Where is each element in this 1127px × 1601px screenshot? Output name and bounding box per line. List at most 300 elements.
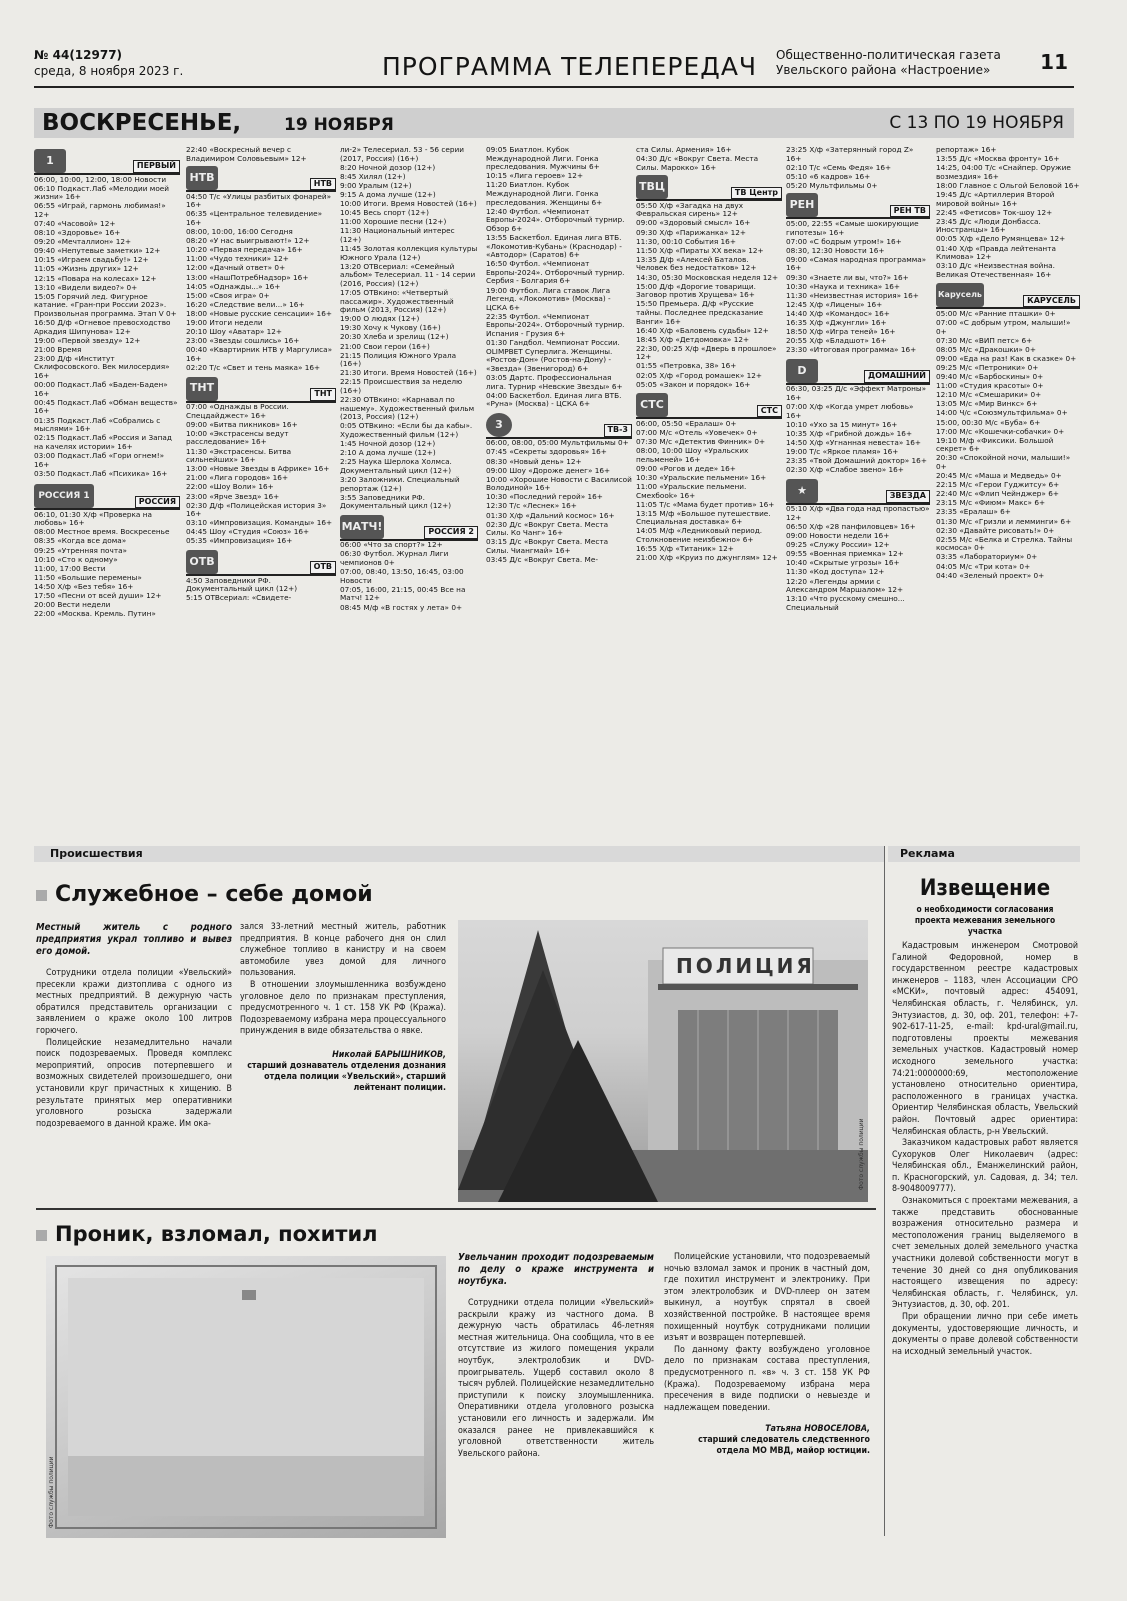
police-building-photo: [458, 920, 868, 1202]
channel-name: ЗВЕЗДА: [886, 490, 930, 503]
program-item: 21:30 Итоги. Время Новостей (16+): [340, 368, 477, 378]
program-item: 0:05 ОТВкино: «Если бы да кабы». Художественный фильм (12+): [340, 421, 473, 439]
article-1-paragraph: Сотрудники отдела полиции «Увельский» пресекли кражи дизтоплива с одного из местных предприятий. В дежурную часть обратился представитель организации с заявлением о краже около 100 литров горючего.: [36, 968, 232, 1036]
article-2-paragraph: Полицейские установили, что подозреваемый ночью взломал замок и проник в частный дом, где похитил инструмент и электронику. При этом электролобзик и DVD-плеер он затем выкинул, а ноутбук спрятал в своей хозяйственной постройке. В настоящее время похищенный ноутбук сотрудниками полиции изъят и возвращен потерпевшей.: [664, 1252, 870, 1344]
program-item: 15:00, 00:30 М/с «Буба» 6+: [936, 417, 1041, 427]
program-item: 03:50 Подкаст.Лаб «Психика» 16+: [34, 468, 168, 478]
channel-name: РЕН ТВ: [890, 205, 930, 218]
notice-paragraph: Кадастровым инженером Смотровой Галиной Федоровной, номер в государственном реестре кадастровых инженеров – 1183, член Ассоциации СРО «МСКИ», почтовый адрес: 454091, Челябинская область, г. Челябинск, ул. Энтузиастов, д. 30, оф. 201, телефон: +7-902-617-11-25, e-mail: kpd-ural@mail.ru, подготовлены проекты межевания земельных участков. Кадастровый номер исходного земельного участка: 74:21:0000000:69, местоположение установлено относительно ориентира, расположенного в границах участка. Ориентир Челябинская область, Увельский район. Почтовый адрес ориентира: Челябинская область, р-н Увельский.: [892, 941, 1078, 1137]
program-item: 16:20 «Следствие вели...» 16+: [186, 299, 305, 309]
program-item: 22:40 «Воскресный вечер с Владимиром Соловьевым» 12+: [186, 146, 307, 163]
program-item: 04:50 Т/с «Улицы разбитых фонарей» 16+: [186, 191, 332, 210]
domashniy-logo: D: [786, 359, 818, 383]
program-item: 21:00 «Лига городов» 16+: [186, 473, 289, 483]
program-item: 09:00 «Самая народная программа» 16+: [786, 254, 927, 273]
program-item: 09:00 «Еда на раз! Как в сказке» 0+: [936, 353, 1077, 363]
program-item: 09:25 «Утренняя почта»: [34, 545, 128, 555]
program-item: 02:30 «Давайте рисовать!» 0+: [936, 525, 1055, 535]
program-item: 11:20 Биатлон. Кубок Международной Лиги. Гонка преследования. Женщины 6+: [486, 180, 603, 207]
newspaper-name: [776, 48, 1001, 78]
karusel-logo: Карусель: [936, 283, 984, 307]
rossiya-logo: РОССИЯ 1: [34, 484, 94, 508]
sts-logo: СТС: [636, 393, 668, 417]
channel-name: НТВ: [310, 178, 336, 191]
program-list-match-cont: [486, 146, 632, 409]
program-item: 08:00 Местное время. Воскресенье: [34, 527, 170, 537]
program-item: 02:30 Д/ф «Полицейская история 3» 16+: [186, 500, 327, 519]
program-item: 20:10 Шоу «Аватар» 12+: [186, 327, 283, 337]
program-item: 07:00 «Однажды в России. Спецдайджест» 16+: [186, 402, 289, 420]
program-item: 10:10 «Сто к одному»: [34, 554, 118, 564]
laptop-photo: [46, 1256, 446, 1538]
laptop-illustration: [46, 1256, 446, 1538]
program-item: 07:00 Х/ф «Когда умрет любовь» 16+: [786, 402, 914, 420]
program-list-karusel: [936, 310, 1080, 580]
program-item: 09:00 «Рогов и деде» 16+: [636, 463, 736, 473]
program-item: 22:15 Происшествия за неделю (16+): [340, 377, 463, 396]
article-2-title: Проник, взломал, похитил: [36, 1222, 378, 1246]
article-2-lead: Увельчанин проходит подозреваемым по делу о краже инструмента и ноутбука.: [458, 1252, 654, 1287]
program-item: 00:05 Х/ф «Дело Румянцева» 12+: [936, 234, 1066, 244]
article-2-signature: [664, 1424, 870, 1457]
program-item: 07:00 М/с «Отель «Уовечек» 0+: [636, 427, 758, 437]
notice-paragraph: Ознакомиться с проектами межевания, а также представить обоснованные возражения относительно размера и местоположения границ выделяемого в счет земельных долей земельного участка участники долевой собственности могут в течение 30 дней со дня опубликования настоящего извещения по адресу: Челябинская область, г. Челябинск, ул. Энтузиастов, д. 30, оф. 201.: [892, 1196, 1078, 1311]
day-name: ВОСКРЕСЕНЬЕ,: [42, 110, 242, 136]
program-item: 16:40 Х/ф «Баловень судьбы» 12+: [636, 325, 769, 335]
article-1-lead: Местный житель с родного предприятия украл топливо и вывез его домой.: [36, 922, 232, 957]
program-item: 10:20 «Первая передача» 16+: [186, 245, 303, 255]
program-item: 10:30 «Последний герой» 16+: [486, 492, 603, 502]
program-item: 08:30, 12:30 Новости 16+: [786, 245, 885, 255]
program-list-ren-prev: [786, 146, 930, 190]
channel-header-otv: [186, 550, 336, 576]
article-1-signature: [240, 1050, 446, 1094]
program-list-ntv-prev: [186, 146, 336, 163]
article-2-paragraph: Сотрудники отдела полиции «Увельский» раскрыли кражу из частного дома. В дежурную часть обратилась 46-летняя местная жительница. Она сообщила, что в ее отсутствие из жилого помещения украли ноутбук, электролобзик и DVD-проигрыватель. Ущерб составил около 8 тысяч рублей. Полицейские незамедлительно приступили к поиску злоумышленника. Оперативники отдела уголовного розыска установили его личность и задержали. Им оказался ранее не привлекавшийся к уголовной ответственности житель Увельского района.: [458, 1298, 654, 1459]
program-item: 9:15 А дома лучше (12+): [340, 189, 436, 199]
program-item: 11:00 Хорошие песни (12+): [340, 217, 447, 227]
program-item: 12:30 Т/с «Леснек» 16+: [486, 501, 577, 511]
channel-header-match: [340, 515, 478, 541]
program-item: 18:45 Х/ф «Детдомовка» 12+: [636, 334, 750, 344]
program-list-domashniy: [786, 385, 930, 474]
perviy-logo: 1: [34, 149, 66, 173]
program-item: 16:50 Д/ф «Огневое превосходство Аркадия Шипунова» 12+: [34, 318, 171, 336]
program-item: 02:55 М/с «Белка и Стрелка. Тайны космоса» 0+: [936, 534, 1073, 553]
channel-name: РОССИЯ: [135, 496, 180, 509]
program-item: 10:30 «Уральские пельмени» 16+: [636, 472, 767, 482]
notice-subtitle: о необходимости согласования проекта межевания земельного участка: [914, 904, 1056, 936]
program-item: 06:00, 08:00, 05:00 Мультфильмы 0+: [486, 438, 629, 448]
program-item: 08:30 «Новый день» 12+: [486, 456, 582, 466]
program-item: 13:55 Д/с «Москва фронту» 16+: [936, 154, 1060, 164]
program-item: 03:35 «Лабораториум» 0+: [936, 552, 1038, 562]
program-item: 8:20 Ночной дозор (12+): [340, 162, 436, 172]
program-item: 04:40 «Зеленый проект» 0+: [936, 570, 1045, 580]
program-item: 04:45 Шоу «Студия «Союз» 16+: [186, 527, 310, 537]
program-item: 21:00 Время: [34, 344, 82, 354]
program-item: 06:35 «Центральное телевидение» 16+: [186, 209, 323, 227]
program-item: 13:20 ОТВсериал: «Семейный альбом» Телесериал. 11 - 14 серии (2016, Россия) (12+): [340, 261, 476, 288]
program-item: 14:00 Ч/с «Союзмультфильма» 0+: [936, 408, 1068, 418]
notice-title: Извещение: [919, 876, 1051, 901]
program-item: 01:40 Х/ф «Правда лейтенанта Климова» 12+: [936, 243, 1056, 262]
program-item: 23:45 Д/с «Люди Донбасса. Иностранцы» 16+: [936, 216, 1041, 235]
program-item: 13:00 «Новые Звезды в Африке» 16+: [186, 464, 330, 474]
program-item: 20:30 «Спокойной ночи, малыши!» 0+: [936, 453, 1071, 471]
channel-name: СТС: [757, 405, 782, 418]
article-divider: [36, 1208, 876, 1210]
program-list-tvc: [636, 202, 782, 389]
program-item: 07:30 М/с «ВИП петс» 6+: [936, 335, 1033, 345]
program-item: 11:00 «Студия красоты» 0+: [936, 381, 1044, 391]
newspaper-line-1: Общественно-политическая газета: [776, 48, 1001, 62]
article-2-col-2: [664, 1252, 870, 1534]
program-item: 12:20 «Легенды армии с Александром Маршалом» 12+: [786, 576, 904, 595]
program-item: 19:10 М/ф «Фиксики. Большой секрет» 6+: [936, 435, 1054, 454]
program-item: 07:00, 08:40, 13:50, 16:45, 03:00 Новости: [340, 567, 464, 585]
program-item: 12:40 Футбол. «Чемпионат Европы-2024». Отборочный турнир. Обзор 6+: [486, 206, 625, 233]
ren-logo: РЕН: [786, 193, 818, 217]
program-item: 15:50 Премьера. Д/ф «Русские тайны. Последнее предсказание Ванги» 16+: [636, 299, 764, 326]
program-list-zvezda-cont: [936, 146, 1080, 279]
program-item: 08:00, 10:00, 16:00 Сегодня: [186, 227, 293, 237]
program-item: 11:30 «Неизвестная история» 16+: [786, 290, 919, 300]
masthead: [34, 44, 1074, 84]
program-item: 07:00 «С бодрым утром!» 16+: [786, 236, 902, 246]
program-item: 20:55 Х/ф «Бладшот» 16+: [786, 336, 887, 346]
program-item: 06:30 Футбол. Журнал Лиги чемпионов 0+: [340, 549, 449, 568]
program-item: 09:30 «Знаете ли вы, что?» 16+: [786, 272, 909, 282]
channel-name: ТНТ: [310, 388, 336, 401]
program-item: 09:30 Х/ф «Парижанка» 12+: [636, 227, 747, 237]
channel-header-tv3: [486, 413, 632, 439]
program-item: 10:00 «Экстрасенсы ведут расследование» 16+: [186, 428, 289, 447]
program-item: 22:30 ОТВкино: «Карнавал по нашему». Художественный фильм (2013, Россия) (12+): [340, 395, 475, 422]
program-item: 05:10 Х/ф «Два года над пропастью» 12+: [786, 504, 930, 522]
program-item: 08:10 «Здоровье» 16+: [34, 228, 121, 238]
program-item: 10:15 «Лига героев» 12+: [486, 171, 584, 181]
program-item: 07:30 М/с «Детектив Финник» 0+: [636, 436, 766, 446]
photo-caption: Фото службы полиции: [48, 1456, 55, 1528]
program-item: 16:50 Футбол. «Чемпионат Европы-2024». Отборочный турнир. Сербия - Болгария 6+: [486, 259, 625, 286]
program-item: 09:40 «Непутевые заметки» 12+: [34, 246, 161, 256]
program-item: 06:00, 10:00, 12:00, 18:00 Новости: [34, 174, 167, 184]
day-banner: [34, 108, 1074, 138]
page-number: 11: [1040, 50, 1068, 74]
program-item: 17:50 «Песни от всей души» 12+: [34, 591, 162, 601]
program-item: 14:30, 05:30 Московская неделя 12+: [636, 272, 779, 282]
program-item: 08:00, 10:00 Шоу «Уральских пельменей» 16+: [636, 446, 749, 464]
program-item: 10:45 Весь спорт (12+): [340, 208, 430, 218]
tvc-logo: ТВЦ: [636, 175, 668, 199]
program-item: 08:05 М/с «Дракошки» 0+: [936, 344, 1036, 354]
program-item: 09:40 М/с «Барбоскины» 0+: [936, 372, 1044, 382]
program-item: 10:10 «Ухо за 15 минут» 16+: [786, 419, 898, 429]
zvezda-logo: ★: [786, 479, 818, 503]
program-item: 20:30 Хлеба и зрелищ (12+): [340, 332, 449, 342]
program-list-sts: [636, 420, 782, 563]
program-list-rossiya: [34, 511, 180, 619]
channel-header-perviy: [34, 149, 180, 175]
program-item: 06:00 «Что за спорт?» 12+: [340, 540, 443, 550]
issue-number: № 44(12977): [34, 48, 123, 62]
program-item: 15:00 Д/ф «Дорогие товарищи. Заговор против Хрущева» 16+: [636, 281, 756, 300]
channel-name: ПЕРВЫЙ: [133, 160, 180, 173]
channel-header-tvc: [636, 175, 782, 201]
program-item: 14:05 «Однажды...» 16+: [186, 281, 281, 291]
program-list-otv-cont: [340, 146, 478, 511]
program-item: 17:05 ОТВкино: «Четвертый пассажир». Художественный фильм (2013, Россия) (12+): [340, 288, 454, 315]
program-item: 04:05 М/с «Три кота» 0+: [936, 561, 1031, 571]
program-item: 19:30 Хочу к Чукову (16+): [340, 323, 441, 333]
channel-name: ДОМАШНИЙ: [864, 370, 930, 383]
ntv-logo: НТВ: [186, 166, 218, 190]
article-2-paragraph: По данному факту возбуждено уголовное дело по признакам состава преступления, предусмотренного п. «в» ч. 3 ст. 158 УК РФ (Кража). Подозреваемому избрана мера пресечения в виде подписки о невыезде и надлежащем поведении.: [664, 1344, 870, 1413]
program-item: 15:00 «Своя игра» 0+: [186, 290, 270, 300]
program-item: 21:00 Свои герои (16+): [340, 341, 430, 351]
tv-column-5: [636, 146, 782, 808]
program-item: 09:00 Шоу «Дороже денег» 16+: [486, 465, 611, 475]
section-label: Реклама: [900, 847, 955, 860]
notice-block: [892, 876, 1078, 1536]
program-item: 03:10 «Импровизация. Команды» 16+: [186, 518, 333, 528]
program-item: 14:25, 04:00 Т/с «Снайпер. Оружие возмездия» 16+: [936, 163, 1071, 181]
newspaper-line-2: Увельского района «Настроение»: [776, 63, 991, 77]
program-item: 21:00 Х/ф «Круиз по джунглям» 12+: [636, 553, 778, 563]
program-item: 06:30, 03:25 Д/с «Эффект Матроны» 16+: [786, 384, 927, 402]
article-1-paragraph: зался 33-летний местный житель, работник предприятия. В конце рабочего дня он слил служебное топливо в канистру и на своем автомобиле увез домой для личного пользования.: [240, 922, 446, 979]
program-item: 07:40 «Часовой» 12+: [34, 218, 116, 228]
program-item: 05:20 Мультфильмы 0+: [786, 180, 878, 190]
author-name: Николай БАРЫШНИКОВ,: [332, 1049, 446, 1060]
tv-column-3: [340, 146, 478, 808]
program-list-tv3-cont: [636, 146, 782, 172]
channel-header-ren: [786, 193, 930, 219]
program-item: 22:35 Футбол. «Чемпионат Европы-2024». Отборочный турнир. Испания - Грузия 6+: [486, 311, 625, 338]
program-item: 22:00 «Шоу Воли» 16+: [186, 482, 274, 492]
program-item: 09:00 «Битва пикников» 16+: [186, 419, 298, 429]
article-1-col-2: [240, 922, 446, 1194]
channel-name: ОТВ: [310, 561, 336, 574]
channel-name: КАРУСЕЛЬ: [1023, 295, 1080, 308]
program-item: 01:30 М/с «Гризли и лемминги» 6+: [936, 516, 1072, 526]
channel-header-zvezda: [786, 479, 930, 505]
program-item: 03:45 Д/с «Вокруг Света. Ме-: [486, 555, 598, 565]
author-role: старший дознаватель отделения дознания отдела полиции «Увельский», старший лейтенант полиции.: [247, 1060, 446, 1093]
channel-name: РОССИЯ 2: [424, 526, 478, 539]
program-item: 14:40 Х/ф «Командос» 16+: [786, 308, 890, 318]
section-bar-ads: [888, 846, 1080, 862]
program-item: 09:20 «Мечталлион» 12+: [34, 237, 132, 247]
program-item: 14:50 Х/ф «Без тебя» 16+: [34, 581, 134, 591]
program-item: 02:10 Т/с «Семь Федя» 16+: [786, 162, 892, 172]
program-item: 02:30 Х/ф «Слабое звено» 16+: [786, 465, 904, 475]
article-1-paragraph: В отношении злоумышленника возбуждено уголовное дело по признакам преступления, предусмотренного ч. 1 ст. 158 УК РФ (Кража). Подозреваемому избрана мера процессуального принуждения в виде обязательства о явке.: [240, 979, 446, 1037]
program-item: 11:00 «Чудо техники» 12+: [186, 254, 289, 264]
program-item: 10:30 «Наука и техника» 16+: [786, 281, 900, 291]
program-item: 03:05 Дартс. Профессиональная лига. Турнир «Невские Звезды» 6+: [486, 372, 623, 391]
program-item: 5:15 ОТВсериал: «Свидете-: [186, 593, 292, 603]
program-item: 09:00 «Здоровый смысл» 16+: [636, 218, 751, 228]
program-item: 06:10 Подкаст.Лаб «Мелодии моей жизни» 16+: [34, 183, 170, 202]
program-item: 23:00 «Звезды сошлись» 16+: [186, 336, 300, 346]
program-item: 13:10 «Видели видео?» 0+: [34, 282, 138, 292]
channel-header-karusel: [936, 283, 1080, 309]
program-item: 10:35 Х/ф «Грибной дождь» 16+: [786, 428, 913, 438]
notice-paragraph: При обращении лично при себе иметь документы, удостоверяющие личность, и документы о праве долевой собственности на исходный земельный участок.: [892, 1312, 1078, 1357]
program-item: 09:55 «Военная приемка» 12+: [786, 549, 904, 559]
article-1-title: Служебное – себе домой: [36, 882, 373, 907]
program-item: 15:05 Горячий лед. Фигурное катание. «Гран-при России 2023». Произвольная программа. Этап V 0+: [34, 291, 177, 318]
program-item: 22:40 М/с «Флип Чейнджер» 6+: [936, 489, 1059, 499]
otv-logo: ОТВ: [186, 550, 218, 574]
program-item: 03:15 Д/с «Вокруг Света. Места Силы. Чиангмай» 16+: [486, 537, 609, 555]
vertical-rule: [884, 846, 885, 1536]
program-item: 11:50 Х/ф «Пираты XX века» 12+: [636, 245, 764, 255]
program-item: 01:35 Подкаст.Лаб «Собрались с мыслями» 16+: [34, 415, 161, 434]
week-range: С 13 ПО 19 НОЯБРЯ: [889, 113, 1064, 133]
program-item: 22:30, 00:25 Х/ф «Дверь в прошлое» 12+: [636, 343, 777, 362]
program-item: 00:00 Подкаст.Лаб «Баден-Баден» 16+: [34, 380, 168, 398]
program-item: 13:10 «Что русскому смешно... Специальный: [786, 594, 905, 612]
program-item: 21:15 Полиция Южного Урала (16+): [340, 350, 457, 369]
tv-column-1: [34, 146, 180, 808]
program-item: 22:15 М/с «Герои Гуджитсу» 6+: [936, 480, 1060, 490]
program-item: 01:55 «Петровка, 38» 16+: [636, 361, 737, 371]
program-item: 20:00 Вести недели: [34, 600, 111, 610]
program-item: 19:00 Футбол. Лига ставок Лига Легенд. «Локомотив» (Москва) - ЦСКА 6+: [486, 285, 611, 312]
program-item: 12:00 «Дачный ответ» 0+: [186, 263, 286, 273]
program-list-tnt: [186, 403, 336, 546]
channel-name: ТВ-3: [604, 424, 632, 437]
article-1-paragraph: Полицейские незамедлительно начали поиск подозреваемых. Проведя комплекс мероприятий, опросив потерпевшего и возможных свидетелей произошедшего, они установили круг причастных к хищению. В результате принятых мер оперативники уголовного розыска задержали подозреваемого в данной краже. Им ока-: [36, 1037, 232, 1129]
program-item: 12:45 Х/ф «Лицены» 16+: [786, 299, 883, 309]
program-item: 02:05 Х/ф «Город ромашек» 12+: [636, 370, 763, 380]
article-2-col-1: [458, 1252, 654, 1534]
photo-caption: Фото службы полиции: [858, 1118, 865, 1190]
program-item: 17:00 М/с «Кошечки-собачки» 0+: [936, 426, 1065, 436]
program-item: 05:50 Х/ф «Загадка на двух Февральская сирень» 12+: [636, 200, 744, 219]
program-item: 12:10 М/с «Смешарики» 0+: [936, 390, 1042, 400]
program-item: 2:10 А дома лучше (12+): [340, 448, 436, 458]
tv-column-2: [186, 146, 336, 808]
tv-column-4: [486, 146, 632, 808]
program-item: 23:00 Д/ф «Институт Склифосовского. Век милосердия» 16+: [34, 353, 170, 381]
channel-header-sts: [636, 393, 782, 419]
program-item: 19:00 «Первой звезду» 12+: [34, 335, 141, 345]
tv-column-7: [936, 146, 1080, 808]
program-item: 11:45 Золотая коллекция культуры Южного Урала (12+): [340, 244, 478, 262]
program-list-tv3: [486, 439, 632, 564]
program-item: 01:30 Гандбол. Чемпионат России. OLIMPBET Суперлига. Женщины. «Ростов-Дон» (Ростов-на-Дону) - «Звезда» (Звенигород) 6+: [486, 338, 620, 373]
program-item: 02:15 Подкаст.Лаб «Россия и Запад на качелях истории» 16+: [34, 433, 172, 451]
program-item: 11:30 «Экстрасенсы. Битва сильнейших» 16+: [186, 446, 292, 465]
program-item: 4:50 Заповедники РФ. Документальный цикл (12+): [186, 575, 298, 594]
program-item: репортаж» 16+: [936, 146, 997, 154]
program-item: 23:25 Х/ф «Затерянный город Z» 16+: [786, 146, 914, 163]
program-item: 07:45 «Секреты здоровья» 16+: [486, 447, 607, 457]
program-item: 19:00 О людях (12+): [340, 314, 420, 324]
program-item: 11:05 Т/с «Мама будет против» 16+: [636, 499, 775, 509]
program-item: 22:00 «Москва. Кремль. Путин»: [34, 609, 156, 619]
section-bar-incidents: [34, 846, 884, 862]
program-item: 08:20 «У нас выигрывают!» 12+: [186, 236, 310, 246]
program-item: 05:35 «Импровизация» 16+: [186, 536, 293, 546]
title-bullet-icon: [36, 1230, 47, 1241]
program-item: 09:05 Биатлон. Кубок Международной Лиги. Гонка преследования. Мужчины 6+: [486, 146, 600, 172]
day-date: 19 НОЯБРЯ: [284, 115, 394, 135]
program-item: 22:45 «Фетисов» Ток-шоу 12+: [936, 207, 1053, 217]
tnt-logo: ТНТ: [186, 377, 218, 401]
program-item: 23:00 «Ярче Звезд» 16+: [186, 491, 280, 501]
author-role: старший следователь следственного отдела МО МВД, майор юстиции.: [698, 1435, 870, 1457]
program-item: 23:30 «Итоговая программа» 16+: [786, 345, 917, 355]
program-item: 02:20 Т/с «Свет и тень маяка» 16+: [186, 362, 321, 372]
program-item: 04:00 Баскетбол. Единая лига ВТБ. «Руна» (Москва) - ЦСКА 6+: [486, 390, 622, 409]
program-item: 10:40 «Скрытые угрозы» 16+: [786, 558, 900, 568]
program-item: 10:15 «Играем свадьбу!» 12+: [34, 255, 149, 265]
program-list-zvezda: [786, 505, 930, 612]
program-item: 18:00 «Новые русские сенсации» 16+: [186, 308, 332, 318]
program-list-match: [340, 541, 478, 612]
program-item: 16:35 Х/ф «Джунгли» 16+: [786, 318, 887, 327]
program-item: 11:30 «Код доступа» 12+: [786, 567, 885, 577]
program-item: 04:30 Д/с «Вокруг Света. Места Силы. Марокко» 16+: [636, 154, 759, 172]
program-item: 05:05 «Закон и порядок» 16+: [636, 379, 751, 389]
tv3-logo: 3: [486, 413, 512, 437]
program-item: ста Силы. Армения» 16+: [636, 146, 732, 154]
program-item: 2:25 Наука Шерлока Холмса. Документальный цикл (12+): [340, 457, 452, 475]
program-item: 02:30 Д/с «Вокруг Света. Места Силы. Ко Чанг» 16+: [486, 519, 609, 538]
program-item: 06:50 Х/ф «28 панфиловцев» 16+: [786, 522, 916, 531]
issue-date: среда, 8 ноября 2023 г.: [34, 64, 184, 78]
program-item: 00:45 Подкаст.Лаб «Обман веществ» 16+: [34, 397, 178, 416]
program-item: 09:00 Новости недели 16+: [786, 531, 890, 541]
author-name: Татьяна НОВОСЕЛОВА,: [765, 1424, 870, 1435]
program-item: 05:10 «6 кадров» 16+: [786, 171, 871, 181]
program-item: 14:50 Х/ф «Угнанная невеста» 16+: [786, 437, 922, 447]
program-item: 10:00 Итоги. Время Новостей (16+): [340, 199, 477, 209]
article-1-col-1: [36, 922, 232, 1204]
program-item: 11:05 «Жизнь других» 12+: [34, 264, 139, 274]
program-item: 01:30 Х/ф «Дальний космос» 16+: [486, 510, 615, 520]
program-item: 11:00, 17:00 Вести: [34, 563, 106, 573]
program-list-perviy: [34, 176, 180, 479]
program-list-ren: [786, 220, 930, 355]
section-title: ПРОГРАММА ТЕЛЕПЕРЕДАЧ: [382, 52, 758, 81]
program-item: 14:05 М/ф «Ледниковый период. Столкновение неизбежно» 6+: [636, 526, 763, 544]
program-item: 08:35 «Когда все дома»: [34, 536, 127, 546]
program-item: 07:05, 16:00, 21:15, 00:45 Все на Матч! 12+: [340, 584, 466, 603]
program-item: 10:00 «Хорошие Новости с Василисой Володиной» 16+: [486, 474, 632, 493]
program-item: 09:25 «Служу России» 12+: [786, 540, 890, 550]
program-item: 03:00 Подкаст.Лаб «Гори огнем!» 16+: [34, 450, 165, 469]
header-rule: [34, 86, 1074, 88]
program-list-otv: [186, 577, 336, 603]
program-item: 13:55 Баскетбол. Единая лига ВТБ. «Локомотив-Кубань» (Краснодар) - «Автодор» (Саратов) 6+: [486, 232, 622, 260]
program-item: 11:30 Национальный интерес (12+): [340, 226, 455, 244]
program-item: 00:40 «Квартирник НТВ у Маргулиса» 16+: [186, 345, 333, 363]
program-item: 11:00 «Уральские пельмени. Смехбook» 16+: [636, 481, 747, 500]
program-item: 18:00 Главное с Ольгой Беловой 16+: [936, 180, 1080, 190]
program-item: 8:45 Хилял (12+): [340, 171, 406, 181]
channel-name: ТВ Центр: [731, 187, 782, 200]
program-item: 3:20 Заложники. Специальный репортаж (12+): [340, 474, 460, 493]
tv-column-6: [786, 146, 930, 808]
program-item: 23:15 М/с «Фиюм» Макс» 6+: [936, 498, 1046, 508]
program-item: 3:55 Заповедники РФ. Документальный цикл (12+): [340, 492, 452, 511]
